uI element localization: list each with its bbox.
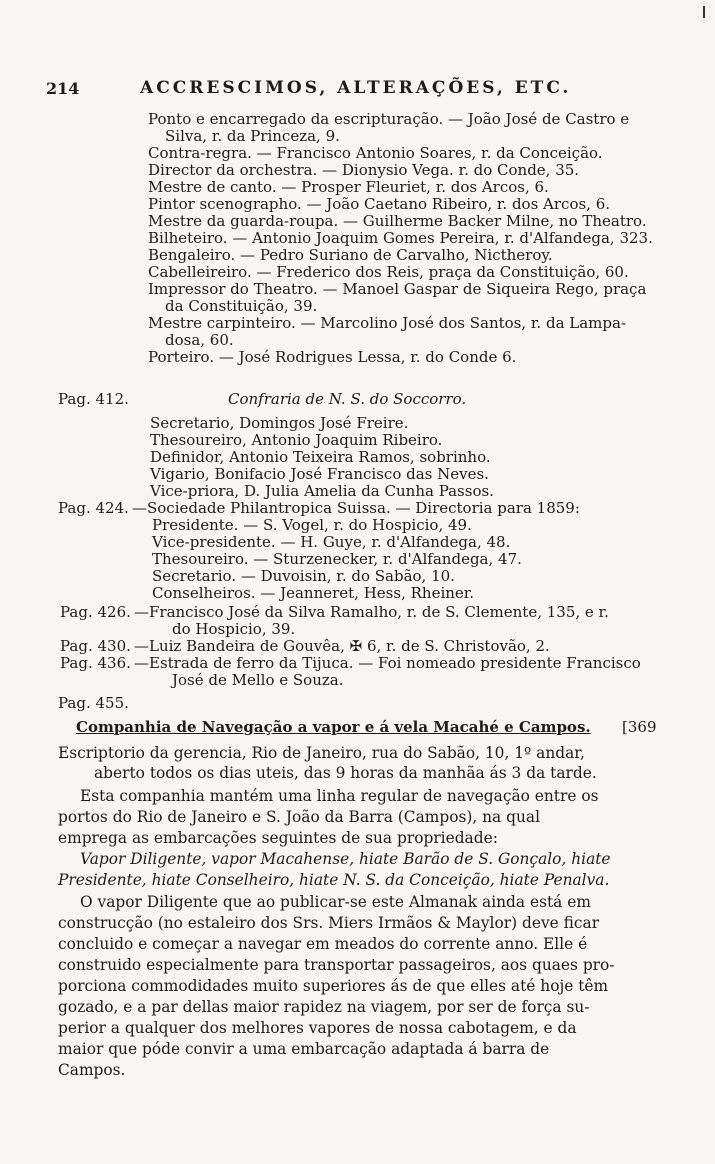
sociedade-header: —Sociedade Philantropica Suissa. — Directoria para 1859: [132,499,580,517]
staff-line: Silva, r. da Princeza, 9. [165,127,340,145]
sociedade-line: Vice-presidente. — H. Guye, r. d'Alfandega, 48. [152,533,511,551]
page-ref: Pag. 455. [58,694,129,712]
body-line: construcção (no estaleiro dos Srs. Miers Irmãos & Maylor) deve ficar [58,914,600,932]
page-number: 214 [46,79,80,98]
entry-line: —Estrada de ferro da Tijuca. — Foi nomeado presidente Francisco [134,654,641,672]
body-line: emprega as embarcações seguintes de sua propriedade: [58,829,498,847]
section-title: Companhia de Navegação a vapor e á vela Macahé e Campos. [76,718,591,736]
staff-line: da Constituição, 39. [165,297,318,315]
entry-continuation: José de Mello e Souza. [172,671,344,689]
staff-line: Porteiro. — José Rodrigues Lessa, r. do Conde 6. [148,348,517,366]
confraria-line: Definidor, Antonio Teixeira Ramos, sobrinho. [150,448,491,466]
sociedade-line: Thesoureiro. — Sturzenecker, r. d'Alfandega, 47. [152,550,522,568]
staff-line: Mestre da guarda-roupa. — Guilherme Backer Milne, no Theatro. [148,212,647,230]
confraria-line: Vice-priora, D. Julia Amelia da Cunha Passos. [150,482,494,500]
page-title: ACCRESCIMOS, ALTERAÇÕES, ETC. [140,78,572,98]
page-ref: Pag. 412. [58,390,129,408]
entry-line: —Francisco José da Silva Ramalho, r. de S. Clemente, 135, e r. [134,603,609,621]
body-line: portos do Rio de Janeiro e S. João da Barra (Campos), na qual [58,808,540,826]
page-corner-mark [703,6,705,18]
staff-line: Contra-regra. — Francisco Antonio Soares, r. da Conceição. [148,144,603,162]
staff-line: Mestre carpinteiro. — Marcolino José dos Santos, r. da Lampa- [148,314,627,332]
body-line: Vapor Diligente, vapor Macahense, hiate Barão de S. Gonçalo, hiate [80,850,611,868]
body-line: concluido e começar a navegar em meados do corrente anno. Elle é [58,935,588,953]
page-ref: Pag. 430. [60,637,131,655]
staff-line: Bilheteiro. — Antonio Joaquim Gomes Pereira, r. d'Alfandega, 323. [148,229,653,247]
staff-line: Ponto e encarregado da escripturação. — João José de Castro e [148,110,630,128]
body-line: construido especialmente para transportar passageiros, aos quaes pro- [58,956,615,974]
body-line: Campos. [58,1061,126,1079]
confraria-line: Vigario, Bonifacio José Francisco das Neves. [150,465,489,483]
sociedade-line: Presidente. — S. Vogel, r. do Hospicio, 49. [152,516,472,534]
body-line: gozado, e a par dellas maior rapidez na viagem, por ser de força su- [58,998,590,1016]
page-ref: Pag. 426. [60,603,131,621]
sociedade-line: Secretario. — Duvoisin, r. do Sabão, 10. [152,567,455,585]
sociedade-line: Conselheiros. — Jeanneret, Hess, Rheiner. [152,584,475,602]
body-line: Presidente, hiate Conselheiro, hiate N. S. da Conceição, hiate Penalva. [58,871,610,889]
entry-continuation: do Hospicio, 39. [172,620,296,638]
staff-line: Cabelleireiro. — Frederico dos Reis, praça da Constituição, 60. [148,263,629,281]
staff-line: Mestre de canto. — Prosper Fleuriet, r. dos Arcos, 6. [148,178,549,196]
body-line: porciona commodidades muito superiores ás de que elles até hoje têm [58,977,609,995]
staff-line: Pintor scenographo. — João Caetano Ribeiro, r. dos Arcos, 6. [148,195,611,213]
staff-line: Director da orchestra. — Dionysio Vega. r. do Conde, 35. [148,161,580,179]
staff-line: Bengaleiro. — Pedro Suriano de Carvalho, Nictheroy. [148,246,553,264]
confraria-line: Thesoureiro, Antonio Joaquim Ribeiro. [150,431,443,449]
section-title: Confraria de N. S. do Soccorro. [228,390,467,408]
body-line: aberto todos os dias uteis, das 9 horas da manhãa ás 3 da tarde. [94,764,597,782]
body-line: Esta companhia mantém uma linha regular de navegação entre os [80,787,599,805]
section-ref: [369 [622,718,657,736]
entry-line: —Luiz Bandeira de Gouvêa, ✠ 6, r. de S. Christovão, 2. [134,637,550,655]
confraria-line: Secretario, Domingos José Freire. [150,414,409,432]
body-line: Escriptorio da gerencia, Rio de Janeiro, rua do Sabão, 10, 1º andar, [58,744,585,762]
page-ref: Pag. 436. [60,654,131,672]
staff-line: dosa, 60. [165,331,234,349]
staff-line: Impressor do Theatro. — Manoel Gaspar de Siqueira Rego, praça [148,280,647,298]
body-line: maior que póde convir a uma embarcação adaptada á barra de [58,1040,550,1058]
body-line: perior a qualquer dos melhores vapores de nossa cabotagem, e da [58,1019,577,1037]
body-line: O vapor Diligente que ao publicar-se este Almanak ainda está em [80,893,591,911]
page-ref: Pag. 424. [58,499,129,517]
